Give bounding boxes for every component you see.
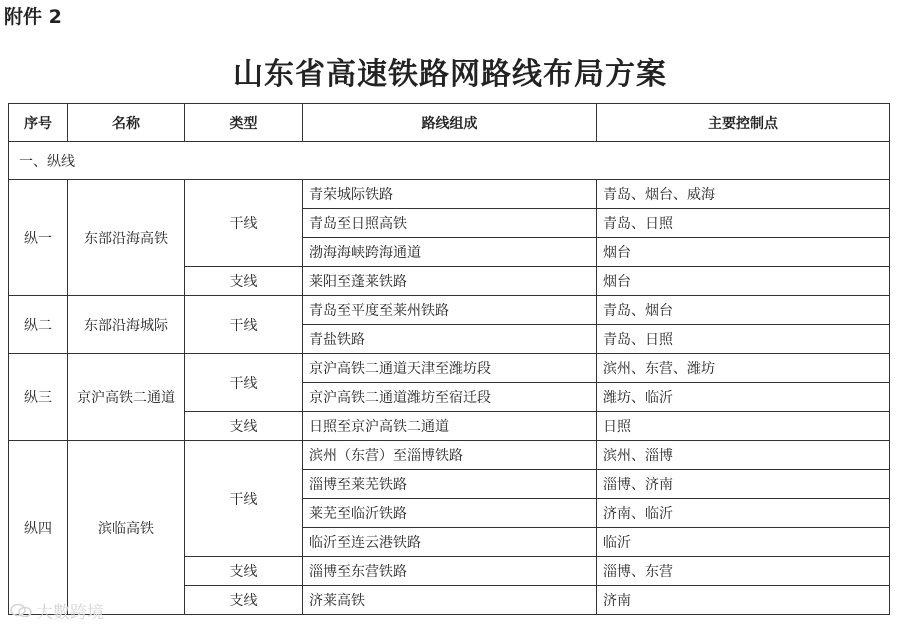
table-row (9, 180, 890, 209)
section-label: 一、纵线 (9, 142, 890, 180)
row-route: 青岛至平度至莱州铁路 (303, 296, 597, 325)
row-type: 支线 (185, 586, 303, 615)
header-route: 路线组成 (303, 104, 597, 142)
row-route: 日照至京沪高铁二通道 (303, 412, 597, 441)
header-type: 类型 (185, 104, 303, 142)
row-route: 青盐铁路 (303, 325, 597, 354)
row-control-points: 青岛、日照 (597, 325, 890, 354)
watermark-text: 大數跨境 (36, 603, 104, 623)
row-seq: 纵二 (9, 296, 68, 354)
row-control-points: 烟台 (597, 267, 890, 296)
attachment-label: 附件 2 (4, 6, 62, 28)
row-route: 青荣城际铁路 (303, 180, 597, 209)
row-route: 渤海海峡跨海通道 (303, 238, 597, 267)
row-control-points: 淄博、济南 (597, 470, 890, 499)
row-control-points: 青岛、烟台 (597, 296, 890, 325)
row-type: 干线 (185, 441, 303, 557)
header-name: 名称 (68, 104, 185, 142)
chat-bubble-icon (10, 603, 32, 619)
row-route: 京沪高铁二通道天津至潍坊段 (303, 354, 597, 383)
row-control-points: 滨州、淄博 (597, 441, 890, 470)
table-row (9, 296, 890, 325)
row-name: 滨临高铁 (68, 441, 185, 615)
row-route: 莱芜至临沂铁路 (303, 499, 597, 528)
row-control-points: 烟台 (597, 238, 890, 267)
page-title: 山东省高速铁路网路线布局方案 (233, 57, 667, 92)
row-type: 支线 (185, 557, 303, 586)
row-type: 支线 (185, 412, 303, 441)
row-route: 济莱高铁 (303, 586, 597, 615)
row-name: 东部沿海城际 (68, 296, 185, 354)
row-control-points: 临沂 (597, 528, 890, 557)
row-control-points: 日照 (597, 412, 890, 441)
row-seq: 纵四 (9, 441, 68, 615)
row-type: 干线 (185, 180, 303, 267)
route-plan-table (8, 103, 890, 615)
watermark (10, 598, 104, 623)
row-route: 淄博至东营铁路 (303, 557, 597, 586)
row-route: 滨州（东营）至淄博铁路 (303, 441, 597, 470)
row-control-points: 济南、临沂 (597, 499, 890, 528)
table-header-row (9, 104, 890, 142)
row-name: 京沪高铁二通道 (68, 354, 185, 441)
row-control-points: 滨州、东营、潍坊 (597, 354, 890, 383)
row-type: 干线 (185, 354, 303, 412)
row-type: 支线 (185, 267, 303, 296)
header-control-points: 主要控制点 (597, 104, 890, 142)
header-seq: 序号 (9, 104, 68, 142)
row-control-points: 青岛、日照 (597, 209, 890, 238)
row-type: 干线 (185, 296, 303, 354)
row-control-points: 潍坊、临沂 (597, 383, 890, 412)
table-row (9, 354, 890, 383)
row-control-points: 青岛、烟台、威海 (597, 180, 890, 209)
row-seq: 纵一 (9, 180, 68, 296)
row-control-points: 淄博、东营 (597, 557, 890, 586)
table-row (9, 441, 890, 470)
section-row (9, 142, 890, 180)
row-route: 京沪高铁二通道潍坊至宿迁段 (303, 383, 597, 412)
row-control-points: 济南 (597, 586, 890, 615)
row-route: 青岛至日照高铁 (303, 209, 597, 238)
row-name: 东部沿海高铁 (68, 180, 185, 296)
row-route: 淄博至莱芜铁路 (303, 470, 597, 499)
row-seq: 纵三 (9, 354, 68, 441)
row-route: 临沂至连云港铁路 (303, 528, 597, 557)
row-route: 莱阳至蓬莱铁路 (303, 267, 597, 296)
